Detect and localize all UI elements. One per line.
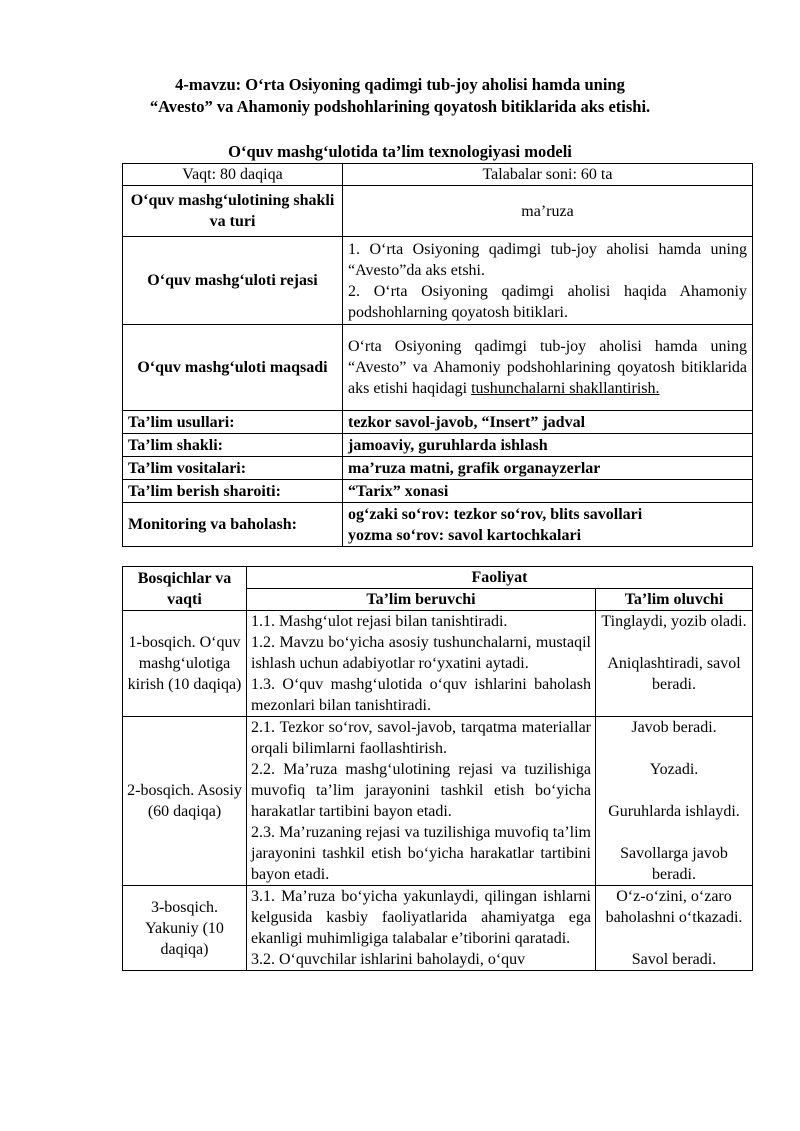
- model-title: O‘quv mashg‘ulotida ta’lim texnologiyasi modeli: [228, 142, 572, 161]
- stage-2-student-4: Savollarga javob beradi.: [620, 845, 728, 883]
- stage-row-1: [123, 611, 753, 717]
- activity-header: Faoliyat: [247, 567, 753, 589]
- students-cell: Talabalar soni: 60 ta: [343, 164, 753, 186]
- tools-value: ma’ruza matni, grafik organayzerlar: [343, 457, 753, 480]
- heading-line-2: “Avesto” va Ahamoniy podshohlarining qoyatosh bitiklarida aks etishi.: [149, 97, 651, 116]
- plan-item-1: 1. O‘rta Osiyoning qadimgi tub-joy aholisi hamda uning “Avesto”da aks etshi.: [348, 240, 747, 279]
- stage-1-name: 1-bosqich. O‘quv mashg‘ulotiga kirish (10 daqiqa): [123, 611, 247, 717]
- monitoring-value: [343, 503, 753, 547]
- stage-2-student-3: Guruhlarda ishlaydi.: [608, 803, 740, 820]
- plan-value: [343, 237, 753, 325]
- stage-2-teacher-1: 2.1. Tezkor so‘rov, savol-javob, tarqatma materiallar orqali bilimlarni faollashtirish.: [251, 719, 591, 757]
- stage-3-teacher-2: 3.2. O‘quvchilar ishlarini baholaydi, o‘quv: [251, 951, 526, 968]
- info-table: [122, 163, 753, 547]
- stage-1-student-2: Aniqlashtiradi, savol beradi.: [607, 655, 741, 693]
- plan-item-2: 2. O‘rta Osiyoning qadimgi aholisi haqida Ahamoniy podshohlarning qoyatosh bitiklari.: [348, 282, 747, 321]
- stage-3-student: [596, 886, 753, 971]
- stage-1-student: [596, 611, 753, 717]
- stage-3-student-2: Savol beradi.: [631, 951, 717, 968]
- monitoring-oral: og‘zaki so‘rov: tezkor so‘rov, blits savollari: [348, 505, 643, 523]
- form2-label: Ta’lim shakli:: [123, 434, 343, 457]
- form2-value: jamoaviy, guruhlarda ishlash: [343, 434, 753, 457]
- stage-row-2: [123, 717, 753, 886]
- goal-value: [343, 325, 753, 411]
- plan-label: O‘quv mashg‘uloti rejasi: [123, 237, 343, 325]
- stage-2-teacher-3: 2.3. Ma’ruzaning rejasi va tuzilishiga muvofiq ta’lim jarayonini tashkil etish bo‘yicha harakatlar tartibini bayon etadi.: [251, 824, 591, 883]
- goal-text-underlined: tushunchalarni shakllantirish.: [471, 380, 660, 397]
- stage-2-student-1: Javob beradi.: [631, 719, 717, 736]
- goal-label: O‘quv mashg‘uloti maqsadi: [123, 325, 343, 411]
- form-label: O‘quv mashg‘ulotining shakli va turi: [123, 186, 343, 237]
- stage-3-teacher-1: 3.1. Ma’ruza bo‘yicha yakunlaydi, qilingan ishlarni kelgusida kasbiy faoliyatlarida ahamiyatga ega ekanligi muhimligiga talabalar e’tiborini qaratadi.: [251, 888, 591, 947]
- time-cell: Vaqt: 80 daqiqa: [123, 164, 343, 186]
- student-header: Ta’lim oluvchi: [596, 589, 753, 611]
- stages-table: [122, 566, 753, 971]
- methods-value: tezkor savol-javob, “Insert” jadval: [343, 411, 753, 434]
- form-value: ma’ruza: [343, 186, 753, 237]
- conditions-label: Ta’lim berish sharoiti:: [123, 480, 343, 503]
- stage-row-3: [123, 886, 753, 971]
- conditions-value: “Tarix” xonasi: [343, 480, 753, 503]
- monitoring-written: yozma so‘rov: savol kartochkalari: [348, 526, 582, 544]
- stage-1-teacher: [247, 611, 596, 717]
- stage-3-student-1: O‘z-o‘zini, o‘zaro baholashni o‘tkazadi.: [605, 888, 743, 926]
- stage-2-name: 2-bosqich. Asosiy (60 daqiqa): [123, 717, 247, 886]
- stage-1-teacher-3: 1.3. O‘quv mashg‘ulotida o‘quv ishlarini baholash mezonlari bilan tanishtiradi.: [251, 676, 591, 714]
- teacher-header: Ta’lim beruvchi: [247, 589, 596, 611]
- methods-label: Ta’lim usullari:: [123, 411, 343, 434]
- stage-1-teacher-1: 1.1. Mashg‘ulot rejasi bilan tanishtiradi.: [251, 613, 508, 630]
- stage-3-teacher: [247, 886, 596, 971]
- goal-text: O‘rta Osiyoning qadimgi tub-joy aholisi hamda uning “Avesto” va Ahamoniy podshohlarining qoyatosh bitiklarida aks etishi haqidagi: [348, 338, 747, 397]
- stages-column-header: Bosqichlar va vaqti: [123, 567, 247, 611]
- stage-1-student-1: Tinglaydi, yozib oladi.: [601, 613, 747, 630]
- stage-3-name: 3-bosqich. Yakuniy (10 daqiqa): [123, 886, 247, 971]
- stage-2-student-2: Yozadi.: [649, 761, 699, 778]
- stage-2-teacher-2: 2.2. Ma’ruza mashg‘ulotining rejasi va tuzilishiga muvofiq ta’lim jarayonini tashkil etish bo‘yicha harakatlar tartibini bayon etadi.: [251, 761, 591, 820]
- monitoring-label: Monitoring va baholash:: [123, 503, 343, 547]
- stage-2-teacher: [247, 717, 596, 886]
- lecture-heading: [100, 74, 700, 118]
- stage-1-teacher-2: 1.2. Mavzu bo‘yicha asosiy tushunchalarni, mustaqil ishlash uchun adabiyotlar ro‘yxatini aytadi.: [251, 634, 591, 672]
- tools-label: Ta’lim vositalari:: [123, 457, 343, 480]
- stage-2-student: [596, 717, 753, 886]
- heading-line-1: 4-mavzu: O‘rta Osiyoning qadimgi tub-joy aholisi hamda uning: [175, 75, 625, 94]
